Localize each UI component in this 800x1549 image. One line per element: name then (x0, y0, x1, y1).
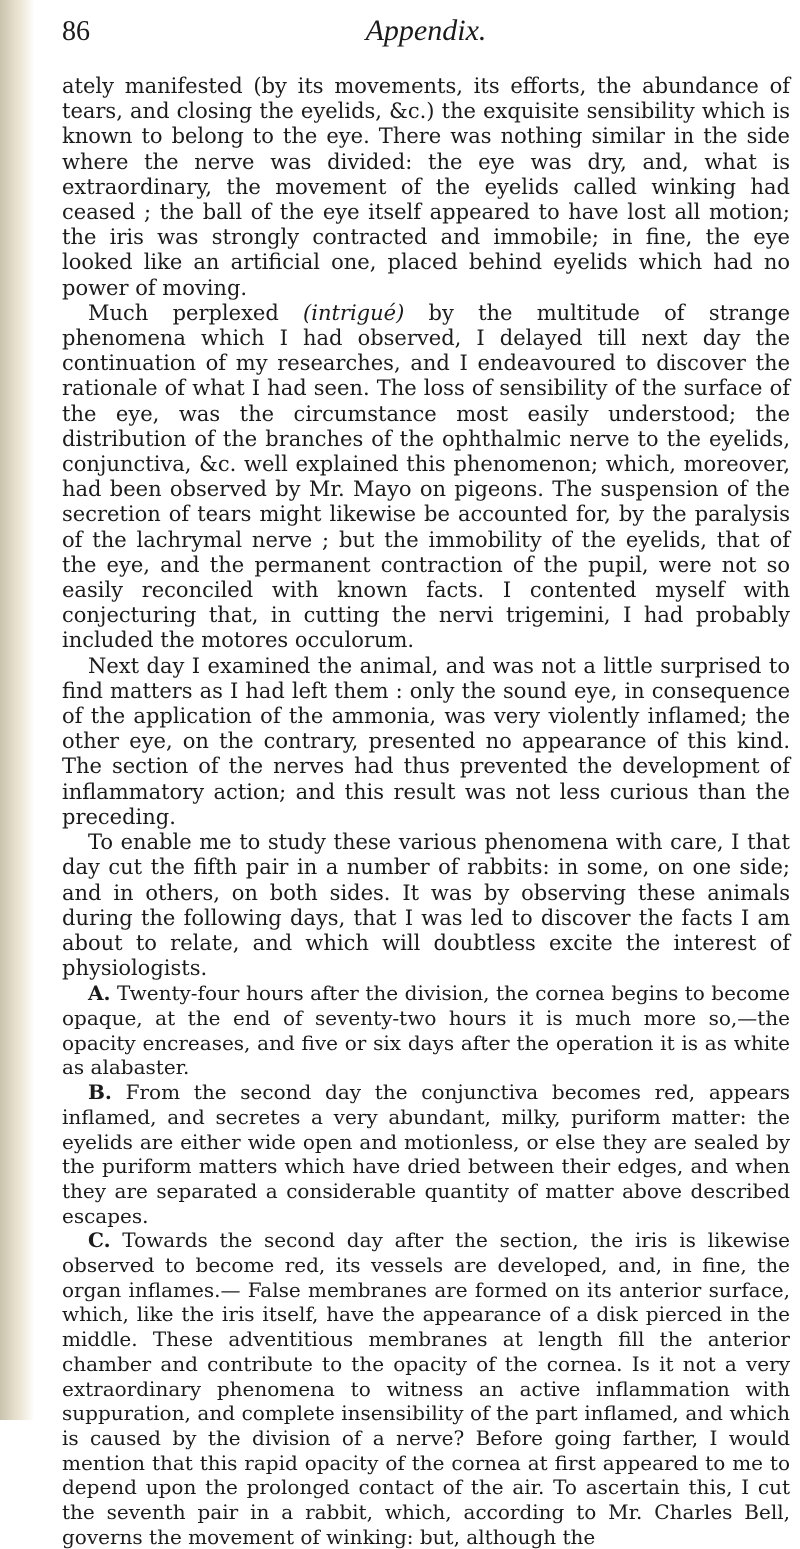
page-number: 86 (62, 16, 90, 47)
paragraph-lead: Much perplexed (88, 300, 304, 325)
observations-list (62, 981, 790, 1549)
paragraph-continuation: ately manifested (by its movements, its efforts, the abundance of tears, and closing the eyelids, &c.) the exquisite sensibility which is known to belong to the eye. There was nothing similar in the side where the nerve was divided: the eye was dry, and, what is extraordinary, the movement of the eyelids called winking had ceased ; the ball of the eye itself appeared to have lost all motion; the iris was strongly contracted and immobile; in fine, the eye looked like an artificial one, placed behind eyelids which had no power of moving. (62, 74, 790, 300)
page-header (62, 10, 790, 74)
paragraph-enable-study: To enable me to study these various phenomena with care, I that day cut the fifth pair in a number of rabbits: in some, on one side; and in others, on both sides. It was by observing these animals during the following days, that I was led to discover the facts I am about to relate, and which will doubtless excite the interest of physiologists. (62, 830, 790, 981)
paragraph-perplexed (62, 301, 790, 654)
observation-text: Twenty-four hours after the division, the cornea begins to become opaque, at the end of seventy-two hours it is much more so,—the opacity encreases, and five or six days after the operation it is as white as alabaster. (62, 981, 790, 1080)
observation-item (62, 1228, 790, 1549)
observation-text: From the second day the conjunctiva becomes red, appears inflamed, and secretes a very abundant, milky, puriform matter: the eyelids are either wide open and motionless, or else they are sealed by the puriform matters which have dried between their edges, and when they are separated a considerable quantity of matter above described escapes. (62, 1080, 791, 1228)
paragraph-body: by the multitude of strange phenomena which I had observed, I delayed till next day the continuation of my researches, and I endeavoured to discover the rationale of what I had seen. The loss of sensibility of the surface of the eye, was the circumstance most easily understood; the distribution of the branches of the ophthalmic nerve to the eyelids, conjunctiva, &c. well explained this phenomenon; which, moreover, had been observed by Mr. Mayo on pigeons. The suspension of the secretion of tears might likewise be accounted for, by the paralysis of the lachrymal nerve ; but the immobility of the eyelids, that of the eye, and the permanent contraction of the pupil, were not so easily reconciled with known facts. I contented myself with conjecturing that, in cutting the nervi trigemini, I had probably included the motores occulorum. (62, 300, 790, 653)
observation-item (62, 981, 790, 1080)
observation-label: B. (88, 1080, 112, 1105)
observation-label: A. (88, 981, 111, 1006)
book-page (62, 10, 790, 1549)
running-title: Appendix. (365, 14, 487, 47)
observation-item (62, 1080, 790, 1228)
french-gloss: (intrigué) (303, 300, 405, 325)
paragraph-next-day: Next day I examined the animal, and was not a little surprised to find matters as I had left them : only the sound eye, in consequence of the application of the ammonia, was very violently inflamed; the other eye, on the contrary, presented no appearance of this kind. The section of the nerves had thus prevented the development of inflammatory action; and this result was not less curious than the preceding. (62, 653, 790, 829)
book-binding-shadow (0, 0, 34, 1420)
observation-text: Towards the second day after the section, the iris is likewise observed to become red, its vessels are developed, and, in fine, the organ inflames.— False membranes are formed on its anterior surface, which, like the iris itself, have the appearance of a disk pierced in the middle. These adventitious membranes at length fill the anterior chamber and contribute to the opacity of the cornea. Is it not a very extraordinary phenomena to witness an active inflammation with suppuration, and complete insensibility of the part inflamed, and which is caused by the division of a nerve? Before going farther, I would mention that this rapid opacity of the cornea at first appeared to me to depend upon the prolonged contact of the air. To ascertain this, I cut the seventh pair in a rabbit, which, according to Mr. Charles Bell, governs the movement of winking: but, although the (62, 1228, 790, 1549)
body-text (62, 74, 790, 981)
observation-label: C. (88, 1228, 111, 1253)
